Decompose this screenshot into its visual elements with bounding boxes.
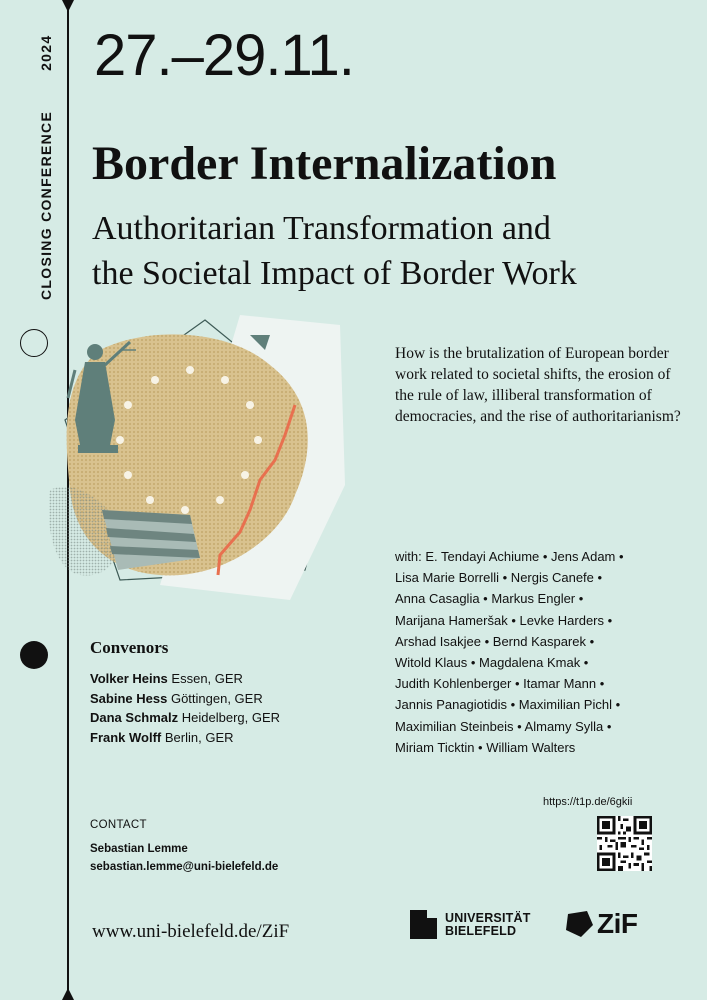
university-logo <box>410 910 531 939</box>
side-label <box>38 35 54 300</box>
contact-label: CONTACT <box>90 819 147 831</box>
speaker-line: Arshad Isakjee • Bernd Kasparek • <box>395 633 595 649</box>
contact-email-link[interactable]: sebastian.lemme@uni-bielefeld.de <box>90 861 279 873</box>
university-logo-line-1: UNIVERSITÄT <box>445 910 531 925</box>
page-title: Border Internalization <box>92 137 557 190</box>
timeline-top-arrow-icon <box>62 0 74 12</box>
convenor-entry <box>90 708 280 728</box>
zif-pentagon-logo-icon <box>565 910 593 938</box>
convenor-name: Frank Wolff <box>90 729 162 745</box>
speaker-line: Marijana Hameršak • Levke Harders • <box>395 612 613 628</box>
university-logo-line-2: BIELEFELD <box>445 923 517 938</box>
short-url-link[interactable]: https://t1p.de/6gkii <box>543 796 633 808</box>
collage-artwork <box>40 310 350 610</box>
convenor-place: Essen, GER <box>171 671 243 686</box>
convenors-list <box>90 669 280 747</box>
speaker-line: with: E. Tendayi Achiume • Jens Adam • <box>395 549 624 564</box>
convenors-heading: Convenors <box>90 638 169 657</box>
conference-date: 27.–29.11. <box>94 23 354 88</box>
subtitle-line-1: Authoritarian Transformation and <box>92 210 551 247</box>
side-label-year: 2024 <box>38 34 54 71</box>
convenor-entry <box>90 728 280 748</box>
speaker-line: Witold Klaus • Magdalena Kmak • <box>395 655 589 671</box>
convenor-entry <box>90 669 280 689</box>
side-label-text: CLOSING CONFERENCE <box>38 110 54 300</box>
university-logo-text <box>445 912 531 938</box>
bielefeld-square-logo-icon <box>410 910 437 939</box>
zif-logo <box>565 908 638 940</box>
convenor-name: Dana Schmalz <box>90 710 179 725</box>
qr-code-icon[interactable] <box>597 816 652 871</box>
speaker-line: Judith Kohlenberger • Itamar Mann • <box>395 676 605 692</box>
speaker-line: Miriam Ticktin • William Walters <box>395 739 576 755</box>
timeline-filled-circle-icon <box>20 641 48 669</box>
convenor-place: Göttingen, GER <box>170 690 263 706</box>
subtitle-line-2: the Societal Impact of Border Work <box>92 255 577 292</box>
convenor-place: Heidelberg, GER <box>181 710 281 725</box>
speaker-line: Maximilian Steinbeis • Almamy Sylla • <box>395 718 612 734</box>
convenor-entry <box>90 689 280 709</box>
conference-question: How is the brutalization of European border work related to societal shifts, the erosion of the rule of law, illiberal transformation of democracies, and the rise of authoritarianism? <box>395 345 681 425</box>
convenor-place: Berlin, GER <box>164 729 234 745</box>
speaker-line: Jannis Panagiotidis • Maximilian Pichl • <box>395 697 621 713</box>
timeline-bottom-arrow-icon <box>62 988 74 1000</box>
speaker-line: Lisa Marie Borrelli • Nergis Canefe • <box>395 570 603 586</box>
convenor-name: Volker Heins <box>90 671 168 686</box>
speaker-list <box>395 546 685 758</box>
speaker-line: Anna Casaglia • Markus Engler • <box>395 591 584 607</box>
zif-logo-text: ZiF <box>597 908 638 939</box>
website-link[interactable]: www.uni-bielefeld.de/ZiF <box>92 921 290 942</box>
convenor-name: Sabine Hess <box>90 690 168 706</box>
contact-name: Sebastian Lemme <box>90 843 188 855</box>
page-subtitle <box>92 206 692 296</box>
